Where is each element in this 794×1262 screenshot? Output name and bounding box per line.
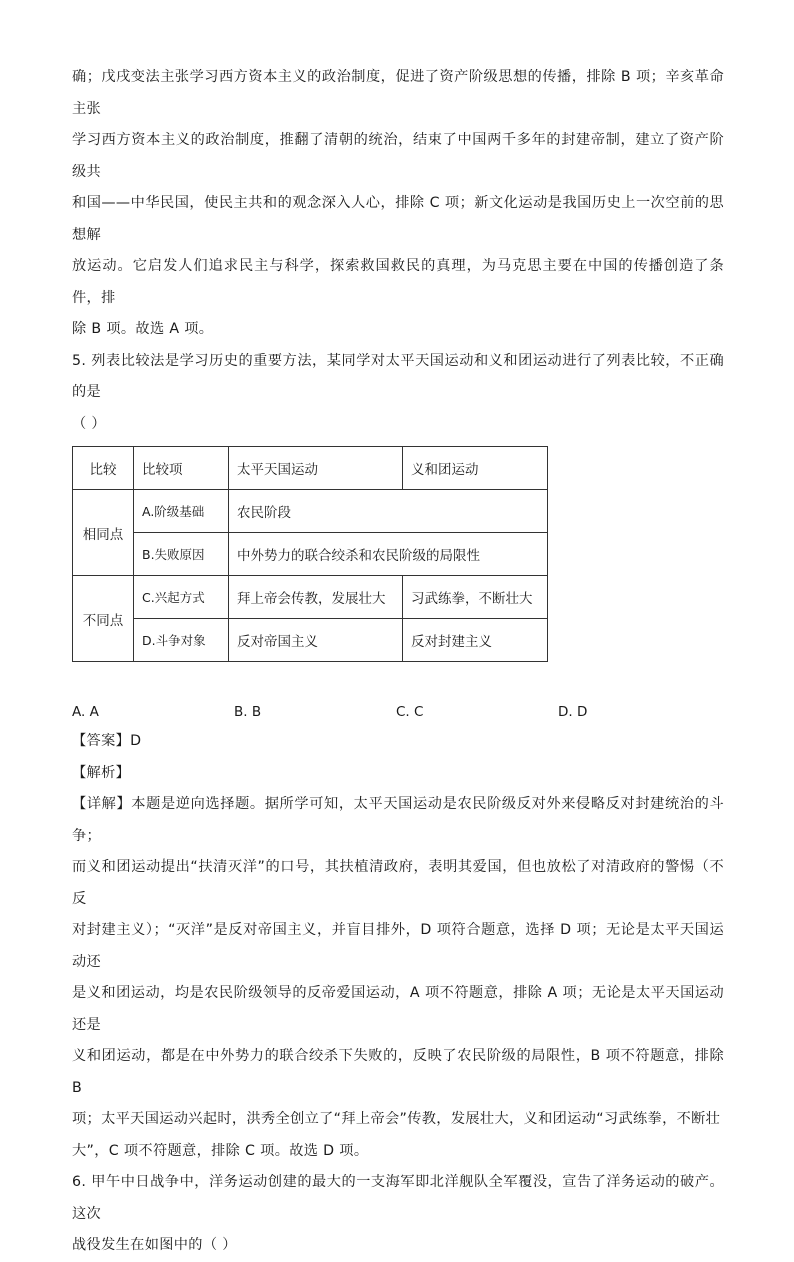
answer-options (72, 698, 724, 726)
table-row (73, 533, 548, 576)
question-stem: 战役发生在如图中的（ ） (72, 1237, 237, 1253)
text-line: 学习西方资本主义的政治制度，推翻了清朝的统治，结束了中国两千多年的封建帝制，建立了资产阶级共 (72, 132, 724, 180)
answer-value: D (130, 733, 142, 749)
detailed-explanation (72, 789, 724, 1167)
table-header: 太平天国运动 (229, 447, 403, 490)
text-line: 和国——中华民国，使民主共和的观念深入人心，排除 C 项；新文化运动是我国历史上一次空前的思想解 (72, 195, 724, 243)
text-line: 对封建主义）；“灭洋”是反对帝国主义，并盲目排外，D 项符合题意，选择 D 项；无论是太平天国运动还 (72, 922, 724, 970)
document-page (72, 62, 724, 1262)
option-b: B. B (234, 704, 262, 720)
comparison-item: A.阶级基础 (134, 490, 229, 533)
table-header: 义和团运动 (403, 447, 548, 490)
option-d: D. D (558, 704, 588, 720)
comparison-table (72, 446, 548, 662)
text-line: 【详解】本题是逆向选择题。据所学可知，太平天国运动是农民阶级反对外来侵略反对封建统治的斗争； (72, 796, 724, 844)
group-label-similarities: 相同点 (73, 490, 134, 576)
comparison-item: C.兴起方式 (134, 576, 229, 619)
comparison-item: B.失败原因 (134, 533, 229, 576)
table-header-row (73, 447, 548, 490)
group-label-differences: 不同点 (73, 576, 134, 662)
text-line: 项；太平天国运动兴起时，洪秀全创立了“拜上帝会”传教，发展壮大，义和团运动“习武练拳，不断壮 (72, 1111, 721, 1127)
table-cell: 中外势力的联合绞杀和农民阶级的局限性 (229, 533, 548, 576)
table-cell: 习武练拳，不断壮大 (403, 576, 548, 619)
table-cell: 反对帝国主义 (229, 619, 403, 662)
table-row (73, 490, 548, 533)
text-line: 确；戊戌变法主张学习西方资本主义的政治制度，促进了资产阶级思想的传播，排除 B 项；辛亥革命主张 (72, 69, 724, 117)
table-row (73, 619, 548, 662)
table-row (73, 576, 548, 619)
analysis-label: 【解析】 (72, 764, 131, 781)
answer-label: 【答案】 (72, 733, 131, 749)
table-cell: 反对封建主义 (403, 619, 548, 662)
answer-blank: （ ） (72, 415, 106, 432)
table-header: 比较 (73, 447, 134, 490)
table-cell: 农民阶段 (229, 490, 548, 533)
table-cell: 拜上帝会传教，发展壮大 (229, 576, 403, 619)
comparison-item: D.斗争对象 (134, 619, 229, 662)
text-line: 义和团运动，都是在中外势力的联合绞杀下失败的，反映了农民阶级的局限性，B 项不符题意，排除 B (72, 1048, 724, 1096)
question-6 (72, 1167, 724, 1262)
text-line: 除 B 项。故选 A 项。 (72, 321, 214, 337)
question-stem: 6. 甲午中日战争中，洋务运动创建的最大的一支海军即北洋舰队全军覆没，宣告了洋务运动的破产。这次 (72, 1174, 724, 1222)
question-stem: 5. 列表比较法是学习历史的重要方法，某同学对太平天国运动和义和团运动进行了列表比较，不正确的是 (72, 352, 724, 400)
answer-line (72, 726, 724, 758)
option-c: C. C (396, 704, 424, 720)
option-a: A. A (72, 704, 99, 720)
table-header: 比较项 (134, 447, 229, 490)
question-5 (72, 346, 724, 1168)
text-line: 而义和团运动提出“扶清灭洋”的口号，其扶植清政府，表明其爱国，但也放松了对清政府的警惕（不反 (72, 859, 724, 907)
text-line: 是义和团运动，均是农民阶级领导的反帝爱国运动，A 项不符题意，排除 A 项；无论是太平天国运动还是 (72, 985, 724, 1033)
previous-explanation (72, 62, 724, 346)
text-line: 放运动。它启发人们追求民主与科学，探索救国救民的真理，为马克思主要在中国的传播创造了条件，排 (72, 258, 724, 306)
text-line: 大”，C 项不符题意，排除 C 项。故选 D 项。 (72, 1142, 369, 1159)
